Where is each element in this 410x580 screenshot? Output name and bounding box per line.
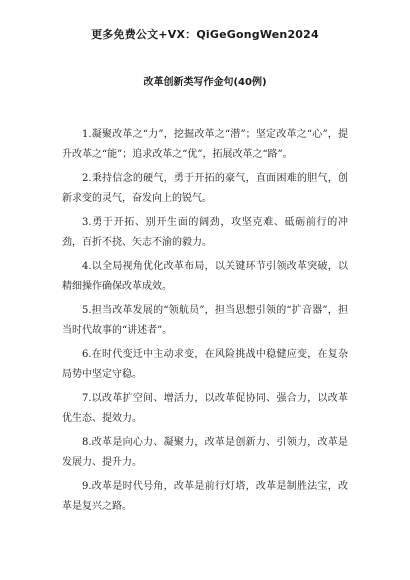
- list-item: 4.以全局视角优化改革布局，以关键环节引领改革突破，以精细操作确保改革成效。: [62, 261, 348, 292]
- list-item: 9.改革是时代号角，改革是前行灯塔，改革是制胜法宝，改革是复兴之路。: [62, 481, 348, 512]
- list-item: 6.在时代变迁中主动求变，在风险挑战中稳健应变，在复杂局势中坚定守稳。: [62, 349, 348, 380]
- list-item: 5.担当改革发展的“领航员”，担当思想引领的“扩音器”，担当时代故事的“讲述者”。: [62, 305, 348, 336]
- document-title: 改革创新类写作金句(40例): [143, 77, 267, 88]
- list-item: 7.以改革扩空间、增活力，以改革促协同、强合力，以改革优生态、提效力。: [62, 393, 348, 424]
- list-item: 8.改革是向心力、凝聚力，改革是创新力、引领力，改革是发展力、提升力。: [62, 437, 348, 468]
- list-item: 2.秉持信念的硬气，勇于开拓的豪气，直面困难的胆气，创新求变的灵气，奋发向上的锐气。: [62, 173, 348, 204]
- list-item: 3.勇于开拓、别开生面的阔劲，攻坚克难、砥砺前行的冲劲，百折不挠、矢志不渝的毅力。: [62, 217, 348, 248]
- item-list: [62, 125, 348, 517]
- promo-header: 更多免费公文+VX：QiGeGongWen2024: [91, 28, 319, 41]
- list-item: 1.凝聚改革之“力”，挖掘改革之“潜”；坚定改革之“心”，提升改革之“能”；追求改革之“优”，拓展改革之“路”。: [62, 129, 348, 160]
